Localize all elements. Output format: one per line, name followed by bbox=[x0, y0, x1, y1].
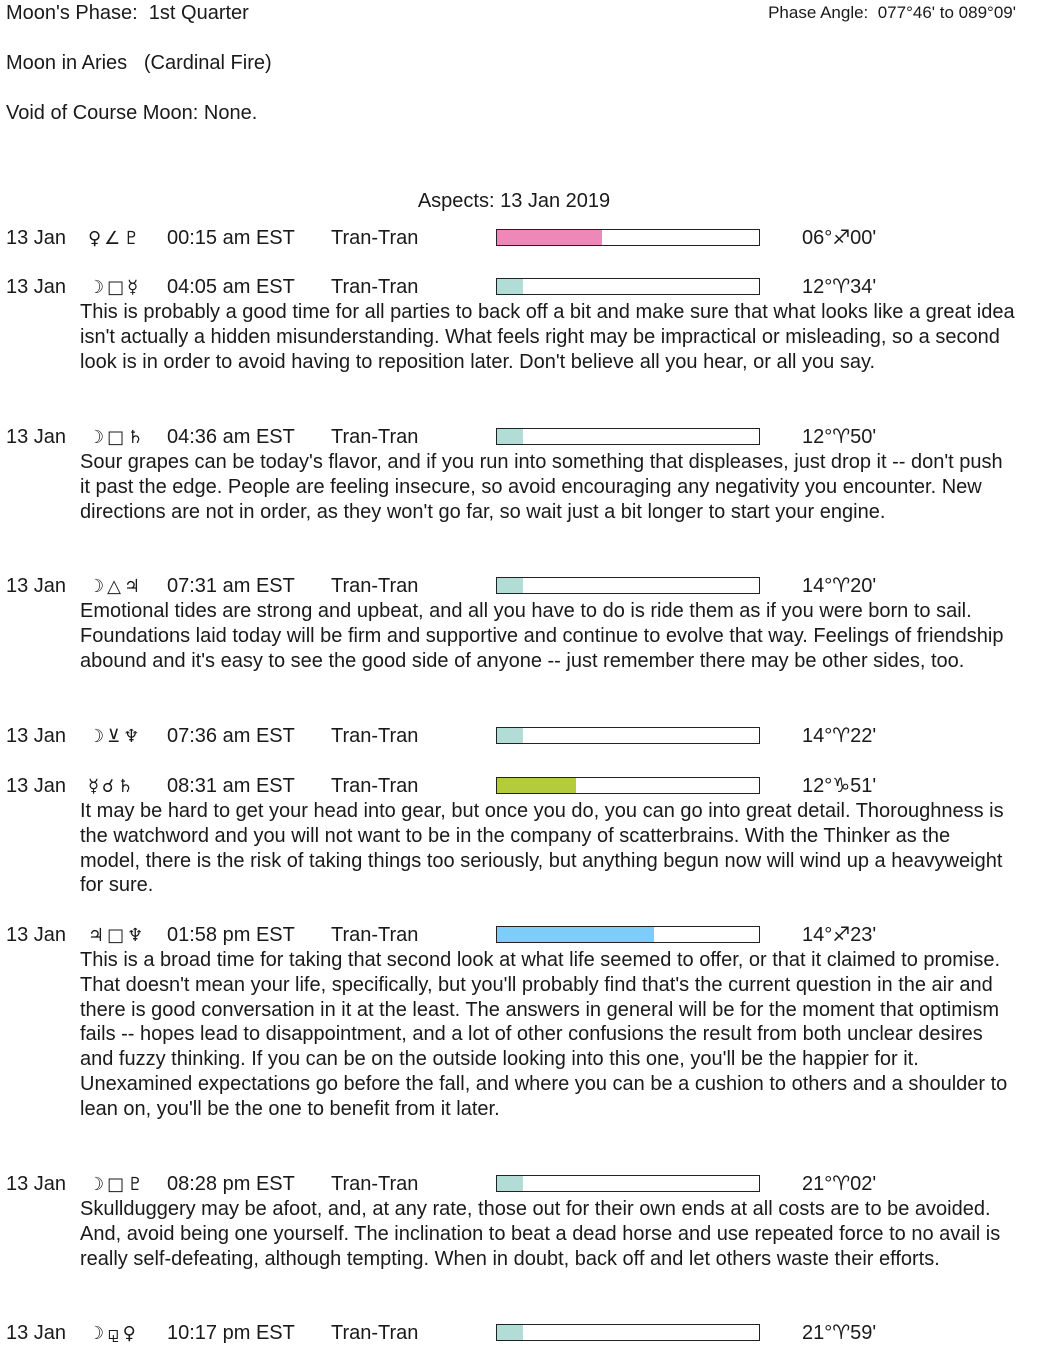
aspect-time: 07:31 am EST bbox=[167, 575, 295, 597]
aspect-description: Skullduggery may be afoot, and, at any rate, those out for their own ends at all costs are to be avoided. And, avoid being one yourself. The inclination to beat a dead horse and use repeated force to no avail is really self-defeating, although tempting. When in doubt, back off and let others waste their efforts. bbox=[80, 1198, 1001, 1270]
aspect-entry bbox=[0, 425, 1048, 524]
strength-bar bbox=[496, 777, 760, 794]
aspect-position: 12°♑51' bbox=[802, 775, 877, 797]
aspect-row bbox=[0, 1321, 1048, 1346]
strength-bar-fill bbox=[497, 927, 654, 942]
aspect-type: Tran-Tran bbox=[331, 1173, 419, 1195]
aspect-date: 13 Jan bbox=[6, 575, 67, 597]
aspect-type: Tran-Tran bbox=[331, 276, 419, 298]
aspect-entry bbox=[0, 275, 1048, 374]
aspect-date: 13 Jan bbox=[6, 227, 67, 249]
aspect-time: 01:58 pm EST bbox=[167, 924, 295, 946]
void-of-course: Void of Course Moon: None. bbox=[6, 102, 258, 124]
aspect-position: 12°♈50' bbox=[802, 426, 877, 448]
strength-bar bbox=[496, 229, 760, 246]
strength-bar-fill bbox=[497, 279, 523, 294]
aspect-description: It may be hard to get your head into gear, but once you do, you can go into great detail. Thoroughness is the watchword and you will not want to be in the company of scatterbrains. With the Thinker as the model, there is the risk of taking things too seriously, but anything begun now will wind up a heavyweight for sure. bbox=[80, 800, 1004, 897]
aspect-row bbox=[0, 923, 1048, 948]
strength-bar bbox=[496, 727, 760, 744]
aspect-glyphs: ☽□♄ bbox=[88, 427, 147, 448]
aspect-position: 06°♐00' bbox=[802, 227, 877, 249]
aspect-entry bbox=[0, 724, 1048, 749]
aspect-glyphs: ☽⊻♆ bbox=[88, 726, 143, 747]
aspect-entry bbox=[0, 774, 1048, 898]
aspect-date: 13 Jan bbox=[6, 725, 67, 747]
aspect-row bbox=[0, 425, 1048, 450]
aspect-type: Tran-Tran bbox=[331, 775, 419, 797]
strength-bar-fill bbox=[497, 230, 602, 245]
aspect-time: 04:05 am EST bbox=[167, 276, 295, 298]
aspect-glyphs: ☽□♇ bbox=[88, 1174, 147, 1195]
strength-bar bbox=[496, 926, 760, 943]
strength-bar-fill bbox=[497, 1325, 523, 1340]
aspect-date: 13 Jan bbox=[6, 924, 67, 946]
aspect-date: 13 Jan bbox=[6, 426, 67, 448]
aspect-position: 14°♈20' bbox=[802, 575, 877, 597]
aspect-type: Tran-Tran bbox=[331, 426, 419, 448]
aspect-glyphs: ☽⚼♀ bbox=[88, 1323, 139, 1344]
aspect-entry bbox=[0, 226, 1048, 251]
aspect-row bbox=[0, 724, 1048, 749]
strength-bar bbox=[496, 1175, 760, 1192]
aspect-position: 14°♐23' bbox=[802, 924, 877, 946]
aspect-position: 12°♈34' bbox=[802, 276, 877, 298]
aspects-title: Aspects: 13 Jan 2019 bbox=[417, 190, 611, 212]
aspect-date: 13 Jan bbox=[6, 1322, 67, 1344]
aspect-row bbox=[0, 275, 1048, 300]
aspect-row bbox=[0, 1172, 1048, 1197]
aspect-description: Sour grapes can be today's flavor, and if you run into something that displeases, just drop it -- don't push it past the edge. People are feeling insecure, so avoid encouraging any negativity you encounter. New directions are not in order, as they won't go far, so wait just a bit longer to start your engine. bbox=[80, 451, 1003, 523]
aspect-description: This is a broad time for taking that second look at what life seemed to offer, or that it claimed to promise. That doesn't mean your life, specifically, but you'll probably find that's the current question in the air and there is good conversation in it at the least. The answers in general will be for the moment that optimism fails -- hopes lead to disappointment, and a lot of other confusions the result from both unclear desires and fuzzy thinking. If you can be on the outside looking into this one, you'll be the happier for it. Unexamined expectations go before the fall, and where you can be a cushion to others and a shoulder to lean on, you'll be the one to benefit from it later. bbox=[80, 949, 1008, 1120]
aspect-type: Tran-Tran bbox=[331, 575, 419, 597]
aspect-glyphs: ☽△♃ bbox=[88, 576, 144, 597]
aspect-position: 14°♈22' bbox=[802, 725, 877, 747]
aspect-row bbox=[0, 226, 1048, 251]
aspect-glyphs: ♀∠♇ bbox=[88, 228, 143, 249]
moon-phase: Moon's Phase: 1st Quarter bbox=[6, 2, 249, 24]
aspect-row bbox=[0, 774, 1048, 799]
aspect-time: 10:17 pm EST bbox=[167, 1322, 295, 1344]
aspect-date: 13 Jan bbox=[6, 276, 67, 298]
aspect-description: This is probably a good time for all parties to back off a bit and make sure that what looks like a great idea isn't actually a hidden misunderstanding. What feels right may be impractical or misleading, so a second look is in order to avoid having to reposition later. Don't believe all you hear, or all you say. bbox=[80, 301, 1015, 373]
aspect-time: 08:28 pm EST bbox=[167, 1173, 295, 1195]
aspect-glyphs: ☽□☿ bbox=[88, 277, 142, 298]
aspect-time: 00:15 am EST bbox=[167, 227, 295, 249]
strength-bar bbox=[496, 577, 760, 594]
aspect-entry bbox=[0, 1172, 1048, 1271]
strength-bar bbox=[496, 278, 760, 295]
aspect-position: 21°♈02' bbox=[802, 1173, 877, 1195]
strength-bar-fill bbox=[497, 429, 523, 444]
moon-sign: Moon in Aries (Cardinal Fire) bbox=[6, 52, 272, 74]
aspect-time: 07:36 am EST bbox=[167, 725, 295, 747]
strength-bar bbox=[496, 1324, 760, 1341]
aspect-time: 08:31 am EST bbox=[167, 775, 295, 797]
aspect-type: Tran-Tran bbox=[331, 725, 419, 747]
aspect-entry bbox=[0, 1321, 1048, 1346]
aspect-description: Emotional tides are strong and upbeat, and all you have to do is ride them as if you were born to sail. Foundations laid today will be firm and supportive and continue to evolve that way. Feelings of friendship abound and it's easy to see the good side of anyone -- just remember there may be other sides, too. bbox=[80, 600, 1004, 672]
strength-bar-fill bbox=[497, 728, 523, 743]
aspect-glyphs: ♃□♆ bbox=[88, 925, 147, 946]
aspect-entry bbox=[0, 923, 1048, 1122]
strength-bar bbox=[496, 428, 760, 445]
aspect-date: 13 Jan bbox=[6, 1173, 67, 1195]
aspect-type: Tran-Tran bbox=[331, 1322, 419, 1344]
aspect-glyphs: ☿☌♄ bbox=[88, 776, 137, 797]
aspect-date: 13 Jan bbox=[6, 775, 67, 797]
aspect-type: Tran-Tran bbox=[331, 227, 419, 249]
phase-angle: Phase Angle: 077°46' to 089°09' bbox=[768, 3, 1016, 22]
aspect-type: Tran-Tran bbox=[331, 924, 419, 946]
aspect-position: 21°♈59' bbox=[802, 1322, 877, 1344]
aspect-entry bbox=[0, 574, 1048, 673]
strength-bar-fill bbox=[497, 578, 523, 593]
strength-bar-fill bbox=[497, 1176, 523, 1191]
strength-bar-fill bbox=[497, 778, 576, 793]
aspect-row bbox=[0, 574, 1048, 599]
aspect-time: 04:36 am EST bbox=[167, 426, 295, 448]
